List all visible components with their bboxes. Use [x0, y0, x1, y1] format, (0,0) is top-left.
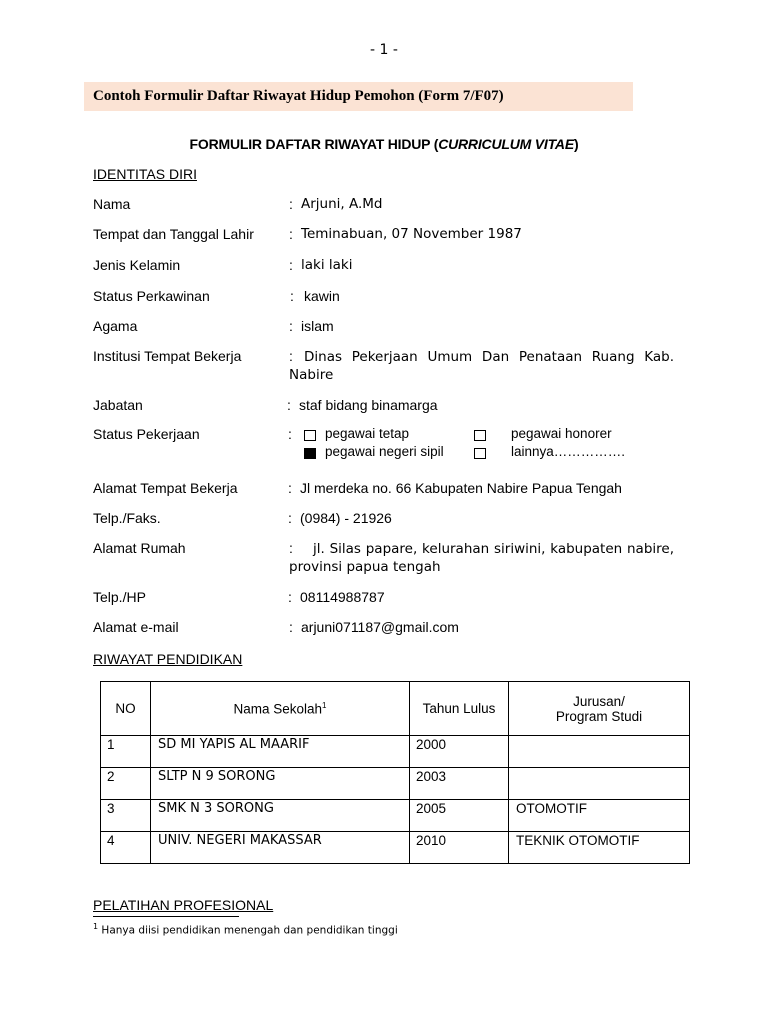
option-pegawai-honorer: pegawai honorer	[511, 426, 612, 441]
table-row	[101, 768, 690, 800]
cell-sekolah: SLTP N 9 SORONG	[151, 768, 410, 800]
label-email: Alamat e-mail	[93, 619, 179, 635]
value-jabatan: staf bidang binamarga	[299, 397, 438, 413]
colon: :	[288, 589, 292, 605]
checkbox-pegawai-tetap[interactable]	[304, 430, 316, 441]
label-ttl: Tempat dan Tanggal Lahir	[93, 226, 254, 242]
cell-tahun: 2005	[410, 800, 509, 832]
label-alamat-kerja: Alamat Tempat Bekerja	[93, 480, 238, 496]
footnote-ref: 1	[322, 700, 327, 710]
table-row	[101, 832, 690, 864]
cell-no: 1	[101, 736, 151, 768]
identitas-heading: IDENTITAS DIRI	[93, 166, 197, 182]
cell-no: 3	[101, 800, 151, 832]
colon: :	[289, 318, 293, 334]
colon: :	[289, 619, 293, 635]
checkbox-pegawai-honorer[interactable]	[474, 430, 486, 441]
table-row	[101, 736, 690, 768]
banner-title: Contoh Formulir Daftar Riwayat Hidup Pemohon (Form 7/F07)	[93, 88, 504, 104]
colon: :	[288, 480, 292, 496]
colon: :	[288, 426, 292, 442]
header-no: NO	[101, 682, 151, 736]
label-status-pekerjaan: Status Pekerjaan	[93, 426, 200, 442]
value-email: arjuni071187@gmail.com	[301, 619, 459, 635]
cell-jurusan: OTOMOTIF	[509, 800, 690, 832]
cell-no: 4	[101, 832, 151, 864]
header-jurusan-line1: Jurusan/	[573, 693, 625, 709]
value-telp-faks: (0984) - 21926	[300, 510, 392, 526]
cell-jurusan	[509, 736, 690, 768]
colon: :	[289, 348, 293, 364]
cell-no: 2	[101, 768, 151, 800]
footnote-separator	[93, 916, 239, 917]
colon: :	[290, 288, 294, 304]
value-telp-hp: 08114988787	[300, 589, 385, 605]
footnote	[93, 922, 398, 937]
cell-sekolah: UNIV. NEGERI MAKASSAR	[151, 832, 410, 864]
colon: :	[288, 510, 292, 526]
header-jurusan	[509, 682, 690, 736]
cell-tahun: 2003	[410, 768, 509, 800]
cell-sekolah: SMK N 3 SORONG	[151, 800, 410, 832]
value-alamat-kerja: Jl merdeka no. 66 Kabupaten Nabire Papua Tengah	[300, 480, 622, 496]
header-jurusan-line2: Program Studi	[555, 708, 643, 724]
label-telp-hp: Telp./HP	[93, 589, 146, 605]
cell-tahun: 2010	[410, 832, 509, 864]
cell-tahun: 2000	[410, 736, 509, 768]
value-status-perkawinan: kawin	[304, 288, 340, 304]
option-pegawai-negeri-sipil: pegawai negeri sipil	[325, 444, 444, 459]
colon: :	[289, 226, 293, 242]
colon: :	[289, 257, 293, 273]
label-alamat-rumah: Alamat Rumah	[93, 540, 186, 556]
label-jabatan: Jabatan	[93, 397, 143, 413]
label-jenis-kelamin: Jenis Kelamin	[93, 257, 181, 273]
label-agama: Agama	[93, 318, 138, 334]
colon: :	[289, 540, 293, 556]
value-alamat-rumah: jl. Silas papare, kelurahan siriwini, kabupaten nabire, provinsi papua tengah	[289, 541, 674, 575]
label-nama: Nama	[93, 196, 131, 212]
footnote-mark: 1	[93, 922, 99, 931]
label-status-perkawinan: Status Perkawinan	[93, 288, 210, 304]
value-nama: Arjuni, A.Md	[301, 196, 383, 212]
option-pegawai-tetap: pegawai tetap	[325, 426, 410, 441]
education-table	[100, 681, 690, 864]
header-nama-sekolah	[151, 682, 410, 736]
cell-jurusan: TEKNIK OTOMOTIF	[509, 832, 690, 864]
header-nama-sekolah-text: Nama Sekolah	[233, 701, 323, 717]
colon: :	[289, 196, 293, 212]
label-institusi: Institusi Tempat Bekerja	[93, 348, 242, 364]
cell-sekolah: SD MI YAPIS AL MAARIF	[151, 736, 410, 768]
value-jenis-kelamin: laki laki	[301, 257, 353, 273]
value-institusi: Dinas Pekerjaan Umum Dan Penataan Ruang Kab. Nabire	[289, 349, 674, 383]
form-title-italic: CURRICULUM VITAE	[438, 136, 574, 152]
form-title	[0, 136, 768, 152]
table-header-row	[101, 682, 690, 736]
value-agama: islam	[301, 318, 334, 334]
page-number: - 1 -	[370, 42, 398, 58]
option-lainnya: lainnya…………….	[511, 444, 626, 459]
header-tahun-lulus: Tahun Lulus	[410, 682, 509, 736]
checkbox-pegawai-negeri-sipil[interactable]	[304, 448, 316, 459]
checkbox-lainnya[interactable]	[474, 448, 486, 459]
table-row	[101, 800, 690, 832]
form-title-end: )	[573, 136, 579, 152]
cell-jurusan	[509, 768, 690, 800]
value-ttl: Teminabuan, 07 November 1987	[301, 226, 522, 242]
label-telp-faks: Telp./Faks.	[93, 510, 161, 526]
footnote-text: Hanya diisi pendidikan menengah dan pendidikan tinggi	[98, 924, 398, 937]
form-title-main: FORMULIR DAFTAR RIWAYAT HIDUP (	[189, 136, 439, 152]
pendidikan-heading: RIWAYAT PENDIDIKAN	[93, 651, 243, 667]
pelatihan-heading: PELATIHAN PROFESIONAL	[93, 897, 274, 913]
colon: :	[287, 397, 291, 413]
